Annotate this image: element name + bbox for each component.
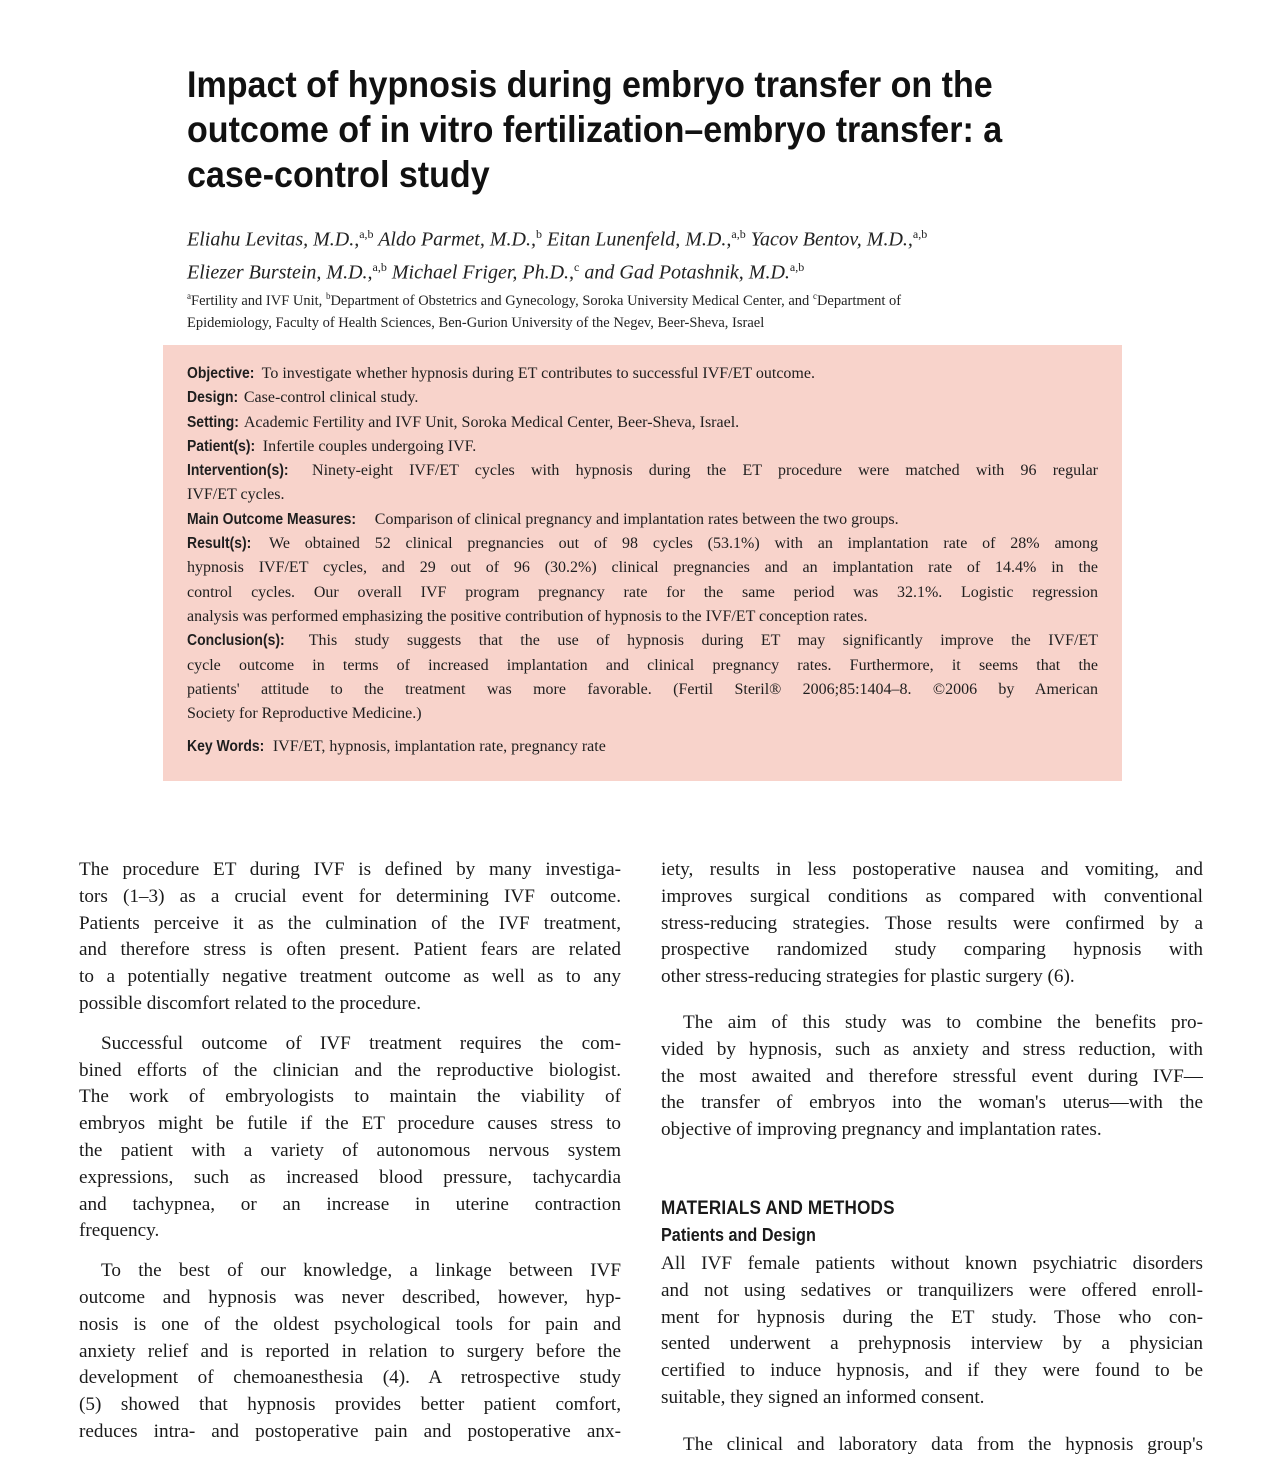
- abstract-label: Result(s):: [187, 535, 252, 553]
- affil-mark: a: [187, 291, 191, 301]
- abstract-patients: [187, 435, 1098, 459]
- abstract-value: Academic Fertility and IVF Unit, Soroka Medical Center, Beer-Sheva, Israel.: [243, 413, 740, 431]
- text-line: the transfer of embryos into the woman's uterus—with the: [661, 1092, 1203, 1114]
- text-line: and therefore stress is often present. Patient fears are related: [79, 939, 621, 961]
- text-line: The aim of this study was to combine the benefits pro-: [683, 1011, 1203, 1033]
- author-affil-mark: a,b: [731, 227, 746, 241]
- author-affil-mark: a,b: [789, 259, 805, 274]
- paper-title: [187, 62, 1015, 197]
- abstract-line: hypnosis IVF/ET cycles, and 29 out of 96 (30.2%) clinical pregnancies and an implantation rate of 14.4% in the: [187, 559, 1098, 577]
- text-line: The procedure ET during IVF is defined by many investiga-: [79, 859, 621, 880]
- abstract-objective: [187, 362, 1098, 386]
- text-line: frequency.: [79, 1220, 160, 1242]
- abstract-label: Patient(s):: [187, 437, 256, 455]
- paragraph: [79, 857, 621, 1018]
- abstract-value: Comparison of clinical pregnancy and implantation rates between the two groups.: [374, 510, 899, 528]
- abstract-box: [163, 345, 1122, 781]
- affiliation-text: Department of Obstetrics and Gynecology, Soroka University Medical Center, and: [330, 292, 813, 309]
- abstract-label: Setting:: [187, 413, 239, 431]
- abstract-value: To investigate whether hypnosis during ET contributes to successful IVF/ET outcome.: [261, 365, 815, 382]
- abstract-keywords: [187, 735, 1098, 759]
- paragraph: [661, 1251, 1203, 1412]
- affiliation-line: Epidemiology, Faculty of Health Sciences, Ben-Gurion University of the Negev, Beer-Sheva, Israel: [187, 314, 765, 331]
- abstract-line: IVF/ET cycles.: [187, 486, 285, 504]
- paragraph: [661, 1432, 1203, 1459]
- text-line: objective of improving pregnancy and implantation rates.: [661, 1119, 1102, 1141]
- paragraph: [79, 1258, 621, 1446]
- text-line: possible discomfort related to the procedure.: [79, 992, 422, 1014]
- abstract-value: Ninety-eight IVF/ET cycles with hypnosis during the ET procedure were matched with 96 regular: [312, 462, 1099, 480]
- text-line: to a potentially negative treatment outcome as well as to any: [79, 966, 621, 988]
- text-line: reduces intra- and postoperative pain and postoperative anx-: [79, 1420, 621, 1442]
- text-line: expressions, such as increased blood pressure, tachycardia: [79, 1166, 621, 1188]
- author-name: Eitan Lunenfeld, M.D.,: [546, 228, 732, 251]
- text-line: The clinical and laboratory data from the hypnosis group's: [683, 1433, 1203, 1455]
- author-line: [187, 221, 1087, 254]
- abstract-label: Intervention(s):: [187, 462, 289, 480]
- abstract-line: Society for Reproductive Medicine.): [187, 705, 422, 723]
- abstract-line: analysis was performed emphasizing the positive contribution of hypnosis to the IVF/ET conception rates.: [187, 607, 868, 625]
- author-name: Eliezer Burstein, M.D.,: [187, 261, 373, 284]
- abstract-line: patients' attitude to the treatment was more favorable. (Fertil Steril® 2006;85:1404–8. ©2006 by American: [187, 680, 1098, 698]
- text-line: the most awaited and therefore stressful event during IVF—: [661, 1065, 1203, 1087]
- text-line: iety, results in less postoperative nausea and vomiting, and: [661, 859, 1203, 880]
- text-line: development of chemoanesthesia (4). A retrospective study: [79, 1367, 621, 1389]
- author-affil-mark: a,b: [372, 259, 387, 274]
- text-line: stress-reducing strategies. Those results were confirmed by a: [661, 912, 1203, 934]
- affiliation-text: Department of: [816, 292, 902, 309]
- abstract-results: [187, 532, 1098, 556]
- author-name: Aldo Parmet, M.D.,: [378, 228, 536, 251]
- abstract-value: Case-control clinical study.: [243, 389, 419, 407]
- text-line: prospective randomized study comparing hypnosis with: [661, 939, 1203, 961]
- text-line: The work of embryologists to maintain the viability of: [79, 1086, 621, 1108]
- affiliation-text: Fertility and IVF Unit,: [191, 292, 326, 309]
- text-line: sented underwent a prehypnosis interview by a physician: [661, 1333, 1203, 1355]
- abstract-value: Infertile couples undergoing IVF.: [262, 437, 477, 455]
- text-line: Successful outcome of IVF treatment requires the com-: [101, 1032, 621, 1054]
- abstract-intervention: [187, 459, 1098, 483]
- text-line: vided by hypnosis, such as anxiety and stress reduction, with: [661, 1038, 1203, 1060]
- text-line: improves surgical conditions as compared with conventional: [661, 885, 1203, 907]
- text-line: Patients perceive it as the culmination of the IVF treatment,: [79, 912, 621, 934]
- abstract-label: Main Outcome Measures:: [187, 510, 357, 528]
- affil-mark: c: [812, 291, 817, 301]
- text-line: and tachypnea, or an increase in uterine contraction: [79, 1193, 621, 1215]
- text-line: To the best of our knowledge, a linkage between IVF: [101, 1260, 621, 1282]
- text-line: ment for hypnosis during the ET study. Those who con-: [661, 1306, 1203, 1328]
- text-line: nosis is one of the oldest psychological tools for pain and: [79, 1313, 621, 1335]
- author-affil-mark: a,b: [912, 227, 928, 241]
- abstract-label: Conclusion(s):: [187, 632, 285, 650]
- abstract-label: Key Words:: [187, 738, 265, 756]
- abstract-line: cycle outcome in terms of increased implantation and clinical pregnancy rates. Furthermore, it seems that the: [187, 656, 1098, 674]
- text-line: certified to induce hypnosis, and if they were found to be: [661, 1360, 1203, 1382]
- author-affil-mark: a,b: [359, 227, 374, 241]
- text-line: other stress-reducing strategies for plastic surgery (6).: [661, 966, 1075, 988]
- abstract-value: This study suggests that the use of hypnosis during ET may significantly improve the IVF/ET: [308, 632, 1099, 650]
- paragraph: [661, 1010, 1203, 1144]
- author-name: Michael Friger, Ph.D.,: [391, 261, 575, 284]
- abstract-outcome: [187, 508, 1098, 532]
- text-line: and not using sedatives or tranquilizers were offered enroll-: [661, 1279, 1203, 1301]
- abstract-label: Objective:: [187, 365, 255, 382]
- text-line: suitable, they signed an informed consent.: [661, 1386, 985, 1408]
- body-column-right: [661, 857, 1203, 1459]
- text-line: embryos might be futile if the ET procedure causes stress to: [79, 1113, 621, 1135]
- abstract-setting: [187, 411, 1098, 435]
- author-affil-mark: c: [574, 259, 580, 274]
- author-line: [187, 254, 1087, 287]
- text-line: anxiety relief and is reported in relation to surgery before the: [79, 1340, 621, 1362]
- abstract-design: [187, 386, 1098, 410]
- text-line: the patient with a variety of autonomous nervous system: [79, 1139, 621, 1161]
- author-name: Eliahu Levitas, M.D.,: [187, 228, 360, 251]
- author-name: Yacov Bentov, M.D.,: [750, 228, 913, 251]
- abstract-conclusion: [187, 629, 1098, 653]
- affil-mark: b: [325, 291, 331, 301]
- paragraph: [661, 857, 1203, 991]
- text-line: tors (1–3) as a crucial event for determining IVF outcome.: [79, 885, 621, 907]
- paragraph: [79, 1031, 621, 1245]
- text-line: bined efforts of the clinician and the reproductive biologist.: [79, 1059, 621, 1081]
- abstract-line: control cycles. Our overall IVF program pregnancy rate for the same period was 32.1%. Logistic regression: [187, 583, 1098, 601]
- author-affil-mark: b: [535, 227, 542, 241]
- affiliation-line: [187, 285, 1107, 312]
- abstract-value: We obtained 52 clinical pregnancies out of 98 cycles (53.1%) with an implantation rate of 28% among: [269, 535, 1099, 553]
- affiliations: [187, 285, 1107, 334]
- text-line: All IVF female patients without known psychiatric disorders: [661, 1252, 1203, 1274]
- author-list: [187, 221, 1087, 286]
- text-line: outcome and hypnosis was never described, however, hyp-: [79, 1286, 621, 1308]
- text-line: (5) showed that hypnosis provides better patient comfort,: [79, 1394, 621, 1416]
- abstract-label: Design:: [187, 389, 239, 407]
- body-column-left: [79, 857, 621, 1446]
- section-heading: MATERIALS AND METHODS: [661, 1197, 895, 1219]
- title-line: Impact of hypnosis during embryo transfer on the: [187, 64, 993, 105]
- author-name: and Gad Potashnik, M.D.: [584, 261, 790, 284]
- subsection-heading: Patients and Design: [661, 1224, 816, 1245]
- title-line: outcome of in vitro fertilization–embryo transfer: a: [187, 109, 1003, 150]
- abstract-value: IVF/ET, hypnosis, implantation rate, pregnancy rate: [272, 738, 606, 756]
- title-line: case-control study: [187, 154, 490, 195]
- abstract-text: [187, 362, 1098, 760]
